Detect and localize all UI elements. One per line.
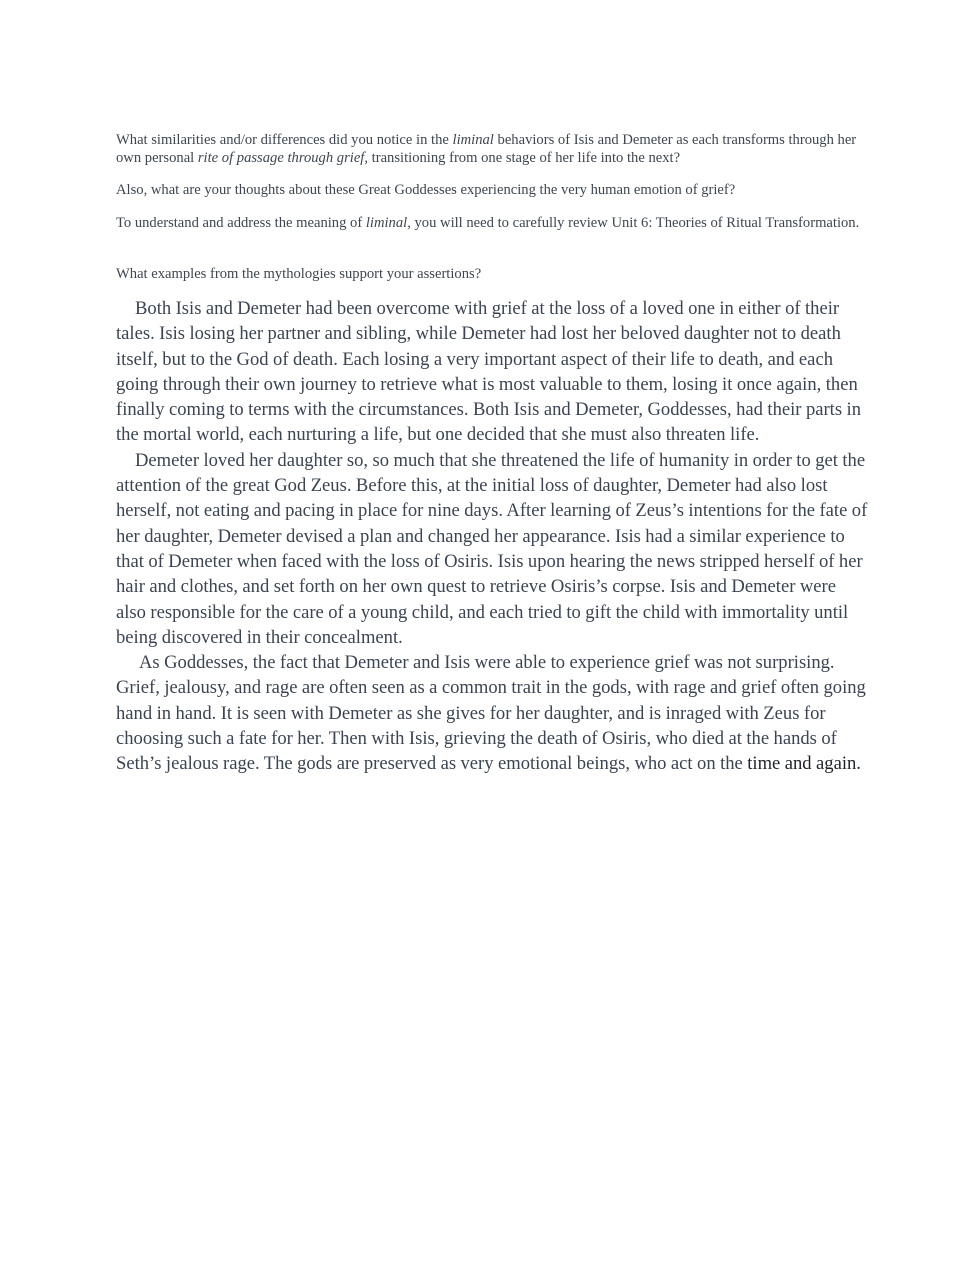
prompt-text: To understand and address the meaning of bbox=[116, 215, 366, 231]
prompt-italic-term: liminal bbox=[365, 215, 408, 231]
prompt-text: What similarities and/or differences did you notice in the bbox=[116, 132, 453, 148]
prompt-question-4: What examples from the mythologies support your assertions? bbox=[116, 266, 482, 282]
prompt-question-1 bbox=[116, 131, 868, 167]
answer-paragraph-2 bbox=[116, 448, 868, 650]
prompt-text: behaviors of Isis and Demeter as each transforms through her own personal bbox=[116, 132, 857, 166]
prompt-italic-term: liminal bbox=[452, 132, 494, 148]
prompt-italic-term: rite of passage through grief bbox=[197, 150, 365, 166]
answer-body bbox=[116, 296, 868, 777]
prompt-text: , you will need to carefully review Unit 6: Theories of Ritual Transformation. bbox=[407, 215, 860, 231]
paragraph-text: Demeter loved her daughter so, so much that she threatened the life of humanity in order to get the attention of the great God Zeus. Before this, at the initial loss of daughter, Demeter had also lost herself, not eating and pacing in place for nine days. After learning of Zeus’s intentions for the fate of her daughter, Demeter devised a plan and changed her appearance. Isis had a similar experience to that of Demeter when faced with the loss of Osiris. Isis upon hearing the news stripped herself of her hair and clothes, and set forth on her own quest to retrieve Osiris’s corpse. Isis and Demeter were also responsible for the care of a young child, and each tried to gift the child with immortality until being discovered in their concealment. bbox=[116, 449, 868, 648]
paragraph-text-end: time and again. bbox=[747, 753, 861, 775]
prompt-question-2: Also, what are your thoughts about these Great Goddesses experiencing the very human emotion of grief? bbox=[116, 182, 736, 198]
paragraph-text: As Goddesses, the fact that Demeter and Isis were able to experience grief was not surprising. Grief, jealousy, and rage are often seen as a common trait in the gods, with rage and grief often going hand in hand. It is seen with Demeter as she gives for her daughter, and is inraged with Zeus for choosing such a fate for her. Then with Isis, grieving the death of Osiris, who died at the hands of Seth’s jealous rage. The gods are preserved as very emotional beings, who act on the bbox=[116, 652, 866, 775]
prompt-text: , transitioning from one stage of her life into the next? bbox=[364, 150, 681, 166]
prompt-question-3 bbox=[116, 214, 868, 232]
paragraph-text: Both Isis and Demeter had been overcome with grief at the loss of a loved one in either of their tales. Isis losing her partner and sibling, while Demeter had lost her beloved daughter not to death itself, but to the God of death. Each losing a very important aspect of their life to death, and each going through their own journey to retrieve what is most valuable to them, losing it once again, then finally coming to terms with the circumstances. Both Isis and Demeter, Goddesses, had their parts in the mortal world, each nurturing a life, but one decided that she must also threaten life. bbox=[116, 298, 861, 446]
answer-paragraph-3 bbox=[116, 650, 868, 776]
answer-paragraph-1 bbox=[116, 296, 868, 448]
